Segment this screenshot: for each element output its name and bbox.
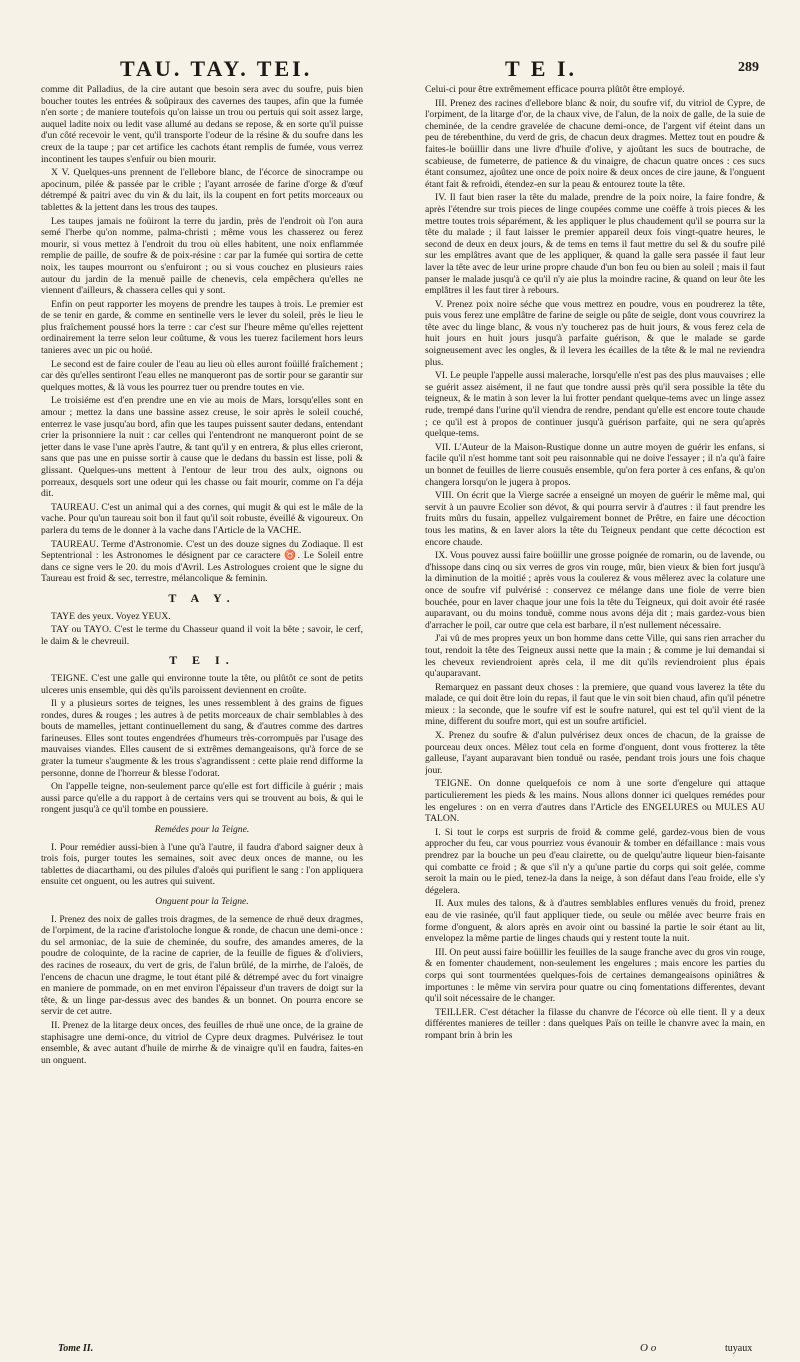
paragraph: TEIGNE. On donne quelquefois ce nom à une sorte d'engelure qui attaque particulierement les pieds & les mains. Nous allons donner ici quelques remédes pour les engelures : on en verra d'autres dans l'Article des ENGELURES ou MULES AU TALON. (425, 778, 765, 825)
subheading-remedes: Remédes pour la Teigne. (154, 824, 250, 836)
left-column (41, 84, 363, 1346)
paragraph: Enfin on peut rapporter les moyens de prendre les taupes à trois. Le premier est de se tenir en garde, & comme en sentinelle vers le lever du soleil, près le lieu le plus fraîchement poussé hors la terre : car c'est sur l'heure même qu'elles rejettent ordinairement la terre selon leur coûtume, & vous les tuerez facilement hors leurs tanieres avec un pic ou hoüé. (41, 298, 363, 357)
paragraph: I. Prenez des noix de galles trois dragmes, de la semence de rhuë deux dragmes, de l'orpiment, de la racine d'aristoloche longue & ronde, de chacun une demi-once : du sel armoniac, de la suie de cheminée, du soufre, des amandes ameres, de la poudre de coloquinte, de la racine de caprier, de la feuille de figues & d'oliviers, des racines de roseaux, du vert de gris, de l'alun brûlé, de la mirrhe, de l'aloës, de l'encens de chacun une dragme, le tout étant pilé & détrempé avec du fort vinaigre en maniere de pommade, on en met environ l'épaisseur d'un travers de doigt sur la tête, & un linge par-dessus avec des bandes & un bonnet. On pourra encore se servir de cet autre. (41, 913, 363, 1018)
running-head-left: TAU. TAY. TEI. (120, 56, 313, 81)
subheading-onguent: Onguent pour la Teigne. (155, 896, 249, 907)
paragraph: I. Si tout le corps est surpris de froid & comme gelé, gardez-vous bien de vous approcher du feu, car vous pourriez vous évanouir & tomber en défaillance : mais vous prendrez par la bouche un peu d'eau clairette, ou de quelqu'autre liqueur bien-faisante qui combatte ce froid ; & que s'il n'y a qu'une partie du corps qui soit gelée, comme seroit la main ou le pied, tenez-la dans la neige, à son défaut dans l'eau froide, elle s'y dégelera. (425, 826, 765, 896)
paragraph: TEIGNE. C'est une galle qui environne toute la tête, ou plûtôt ce sont de petits ulceres unis ensemble, qui dès qu'ils paroissent deviennent en croûte. (41, 672, 363, 696)
paragraph: TAUREAU. Terme d'Astronomie. C'est un des douze signes du Zodiaque. Il est Septentrional : les Astronomes le désignent par ce caractere ♉. Le Soleil entre dans ce signe vers le 20. du mois d'Avril. Les Astrologues croient que le signe du Taureau est froid & sec, terrestre, mélancolique & feminin. (41, 538, 363, 585)
catchword: tuyaux (725, 1343, 753, 1354)
page-number: 289 (738, 60, 759, 75)
paragraph: I. Pour remédier aussi-bien à l'une qu'à l'autre, il faudra d'abord saigner deux à trois fois, purger toutes les semaines, soit avec deux onces de manne, ou les tablettes de diacarthami, ou des pilules d'aloës qui purifient le sang : l'on appliquera ensuite cet onguent, ou les autres qui suivent. (41, 841, 363, 888)
running-head-right: T E I. (505, 56, 578, 81)
paragraph: Il y a plusieurs sortes de teignes, les unes ressemblent à des grains de figues rondes, dures & rouges ; les autres à de petits morceaux de chair semblables à des bouts de mamelles, jettant continuellement du sang, & d'autres comme des dartres farineuses. Elles sont toutes engendrées d'humeurs très-corrompuës par l'usage des mauvaises viandes. Elles causent de si extrêmes demangeaisons, qu'à force de se grater la tumeur s'augmente & les trous s'agrandissent : cette plaie rend difforme la personne, donne de l'horreur & blesse l'odorat. (41, 698, 363, 779)
paragraph: X V. Quelques-uns prennent de l'ellebore blanc, de l'écorce de sinocrampe ou apocinum, pilée & passée par le crible ; l'ayant arrosée de farine d'orge & d'œuf détrempé & paitri avec du vin & du lait, ils la coupent en fort petits morceaux ou tablettes & la jettent dans les trous des taupes. (41, 167, 363, 213)
signature-mark: O o (640, 1342, 657, 1354)
paragraph: X. Prenez du soufre & d'alun pulvérisez deux onces de chacun, de la graisse de pourceau deux onces. Mêlez tout cela en forme d'onguent, dont vous frotterez la tête galleuse, l'ayant auparavant bien tonduë ou rasée, pendant trois jours une fois chaque jour. (425, 730, 765, 776)
paragraph: On l'appelle teigne, non-seulement parce qu'elle est fort difficile à guérir ; mais aussi parce qu'elle a du rapport à de certains vers qui se trouvent au bois, & qui le rongent jusqu'à ce qu'il tombe en poussiere. (41, 781, 363, 816)
paragraph: Les taupes jamais ne foüiront la terre du jardin, près de l'endroit où l'on aura semé l'herbe qu'on nomme, palma-christi ; même vous les chasserez ou ferez mourir, si vous mettez à l'endroit du trou où elles habitent, une noix enflammée remplie de paille, de soufre & de poix-résine : car par la fumée qui sortira de cette noix, les taupes mourront ou s'enfuiront ; ou si vous couchez en plusieurs raies autour du jardin de la menuë paille de chenevis, cela empêchera qu'elles ne viennent d'ailleurs, & chassera celles qui y sont. (41, 215, 363, 297)
paragraph: II. Prenez de la litarge deux onces, des feuilles de rhuë une once, de la graine de staphisagre une demi-once, du vitriol de Cypre deux dragmes. Pulvérisez le tout ensemble, & avec autant d'huile de mirrhe & de vinaigre qu'il en faudra, faites-en un onguent. (41, 1019, 363, 1066)
volume-label: Tome II. (58, 1343, 94, 1354)
paragraph: VI. Le peuple l'appelle aussi malerache, lorsqu'elle n'est pas des plus mauvaises ; elle se guérit assez aisément, il ne faut que tondre aussi près qu'il sera possible la tête du teigneux, & le matin à son lever la lui frotter pendant quelque-tems avec un linge assez rude, trempé dans l'urine qu'il viendra de rendre, pendant qu'elle est encore toute chaude ; ce qu'il est à propos de continuer jusqu'à guérison parfaite, qui ne sera qu'après quelque-tems. (425, 370, 765, 440)
paragraph: III. On peut aussi faire boüillir les feuilles de la sauge franche avec du gros vin rouge, & en fomenter chaudement, non-seulement les engelures ; mais encore les parties du corps qui sont tourmentées quelques-fois de certaines demangeaisons opiniâtres & importunes : le même vin servira pour quatre ou cinq fomentations differentes, devant qu'il soit nécessaire de le changer. (425, 946, 765, 1005)
paragraph: TAYE des yeux. Voyez YEUX. (51, 610, 171, 622)
paragraph: VIII. On écrit que la Vierge sacrée a enseigné un moyen de guérir le même mal, qui servit à un pauvre Ecolier son dévot, & qui pourra servir à d'autres : il faut prendre les fruits mûrs du fusain, appellez vulgairement bonnet de Prêtre, en faire une décoction tous les matins, & en laver alors la tête du Teigneux pendant que cette décoction est encore chaude. (425, 490, 765, 548)
right-column (425, 84, 765, 1346)
section-heading-tay: T A Y. (168, 590, 236, 605)
section-heading-tei: T E I. (169, 653, 235, 668)
paragraph: TAUREAU. C'est un animal qui a des cornes, qui mugit & qui est le mâle de la vache. Pour qu'un taureau soit bon il faut qu'il soit robuste, éveillé & vigoureux. On parlera du tems de le donner à la vache dans l'Article de la VACHE. (41, 501, 363, 536)
paragraph: IV. Il faut bien raser la tête du malade, prendre de la poix noire, la faire fondre, & après l'étendre sur trois pieces de linge coupées comme une coëffe à trois pieces & les mettre toutes trois séparément, & les appliquer le plus chaudement qu'il se pourra sur la tête du malade ; il faut laisser le premier appareil deux fois vingt-quatre heures, le second de deux en deux jours, & de tems en tems il faut mettre du sel & du soufre pilé sur les emplâtres avant que de les appliquer, & quand la galle sera passée il faut leur laver la tête avec de leur urine propre chaude d'un bon feu ou bien au soleil ; mais il faut panser le malade jusqu'à ce qu'il n'y aie plus la moindre racine, & quand on leur ôte les emplâtres il les faut tirer à rebours. (425, 192, 765, 297)
paragraph: IX. Vous pouvez aussi faire boüillir une grosse poignée de romarin, ou de lavende, ou d'hissope dans cinq ou six verres de gros vin rouge, mûr, bien vieux & bien fort jusqu'à la diminution de la moitié ; après vous la coulerez & vous mêlerez avec la colature une once de soufre vif pulvérisé : conservez ce mélange dans une fiole de verre bien bouchée, pour en laver chaque jour une fois la tête du Teigneux, qui doit avoir été rasée auparavant, ou du moins tonduë, comme nous avons déja dit ; mais gardez-vous bien d'arracher le poil, car outre que cela est barbare, il n'est nullement nécessaire. (425, 550, 765, 631)
paragraph: VII. L'Auteur de la Maison-Rustique donne un autre moyen de guérir les enfans, si facile qu'il n'est homme tant soit peu raisonnable qui ne doive l'essayer ; il n'a qu'à faire un bonnet de feuilles de lierre cousuës ensemble, qu'on fera porter à ces enfans, & qu'on changera lorsqu'on le jugera à propos. (425, 441, 765, 488)
paragraph: TEILLER. C'est détacher la filasse du chanvre de l'écorce où elle tient. Il y a deux différentes manieres de teiller : dans quelques Païs on teille le chanvre avec la main, en rompant brin à brin les (425, 1006, 765, 1041)
paragraph: V. Prenez poix noire séche que vous mettrez en poudre, vous en poudrerez la tête, puis vous ferez une emplâtre de farine de seigle ou pâte de seigle, dont vous couvrirez la tête avec du linge blanc, & vous n'y toucherez pas de huit jours, & vous ferez cela de huit jours en huit jours jusqu'à parfaite guérison, & que le malade se garde soigneusement avec les ongles, & il levera les écailles de la tête & le mal ne reviendra plus. (425, 298, 765, 368)
paragraph: III. Prenez des racines d'ellebore blanc & noir, du soufre vif, du vitriol de Cypre, de l'orpiment, de la litarge d'or, de la chaux vive, de l'alun, de la noix de galle, de la suie de cheminée, de la cendre gravelée de chacune demi-once, de l'argent vif éteint dans un peu de térebenthine, du verd de gris, de chacun deux dragmes. Mettez tout en poudre & faites-le boüillir dans une livre d'huile d'olive, y ajoûtant les sucs de boutrache, de scabieuse, de fumeterre, de patience & du vinaigre, de chacun quatre onces : ces sucs étant consumez, ajoûtez une once de poix noire & deux onces de cire jaune, & l'onguent étant fait & refroidi, étendez-en sur la peau & entourez toute la tête. (425, 97, 765, 190)
paragraph: Le second est de faire couler de l'eau au lieu où elles auront foüillé fraîchement ; car dès qu'elles sentiront l'eau elles ne manqueront pas de sortir pour se garantir sur quelques mottes, & là vous les pourrez tuer ou prendre toutes en vie. (41, 358, 363, 393)
paragraph: Celui-ci pour être extrêmement efficace pourra plûtôt être employé. (425, 84, 685, 95)
paragraph: comme dit Palladius, de la cire autant que besoin sera avec du soufre, puis bien boucher toutes les entrées & soûpiraux des cavernes des taupes, afin que la fumée n'en sorte ; de maniere toutefois qu'on laisse un trou ou pertuis qui soit assez large, auquel ladite noix ou ledit vase allumé au dedans se repose, & en sorte qu'il puisse d'un côté recevoir le vent, qu'il transporte l'odeur de la résine & du soufre dans les creux de la taupe ; par cet artifice les cachots étant remplis de fumée, vous verrez incontinent les taupes s'enfuir ou bien mourir. (41, 84, 363, 165)
paragraph: J'ai vû de mes propres yeux un bon homme dans cette Ville, qui sans rien arracher du tout, rendoit la tête des Teigneux aussi nette que la main ; & comme je lui demandai si les cheveux reviendroient après cela, il me dit qu'ils reviendroient plus épais qu'auparavant. (425, 633, 765, 680)
paragraph: II. Aux mules des talons, & à d'autres semblables enflures venuës du froid, prenez eau de vie rasinée, qu'il faut appliquer tiede, ou seule ou mêlée avec beurre frais en forme d'onguent, & alors après en avoir oint ou bassiné la partie le soir étant au lit, envelopez la même partie de linges chauds qui y restent toute la nuit. (425, 898, 765, 945)
paragraph: Remarquez en passant deux choses : la premiere, que quand vous laverez la tête du malade, ce qui doit être loin du repas, il faut que le vin soit bien chaud, afin qu'il pénetre mieux : la seconde, que le soufre vif est le soufre naturel, qui est tel qu'il vient de la mine, different du soufre mort, qui est un soufre artificiel. (425, 681, 765, 728)
paragraph: TAY ou TAYO. C'est le terme du Chasseur quand il voit la bête ; savoir, le cerf, le daim & le chevreuil. (41, 624, 363, 647)
paragraph: Le troisiéme est d'en prendre une en vie au mois de Mars, lorsqu'elles sont en amour ; mettez la dans une bassine assez creuse, le soir après le soleil couché, enterrez le vase jusqu'au bord, afin que les taupes puissent sauter dedans, entendant crier la prisonniere la nuit : car celles qui l'entendront ne manqueront point de se jetter dans le vase l'une après l'autre, & tant qu'il y en entrera, & plus elles crieront, sans que pas une en puisse sortir à cause que le dedans du bassin est lisse, poli & glissant. Quelques-uns mettent à l'entour de leur trou des aulx, oignons ou porreaux, desquels sort une odeur qui les chasse ou fait mourir, comme on l'a déja dit. (41, 395, 363, 500)
